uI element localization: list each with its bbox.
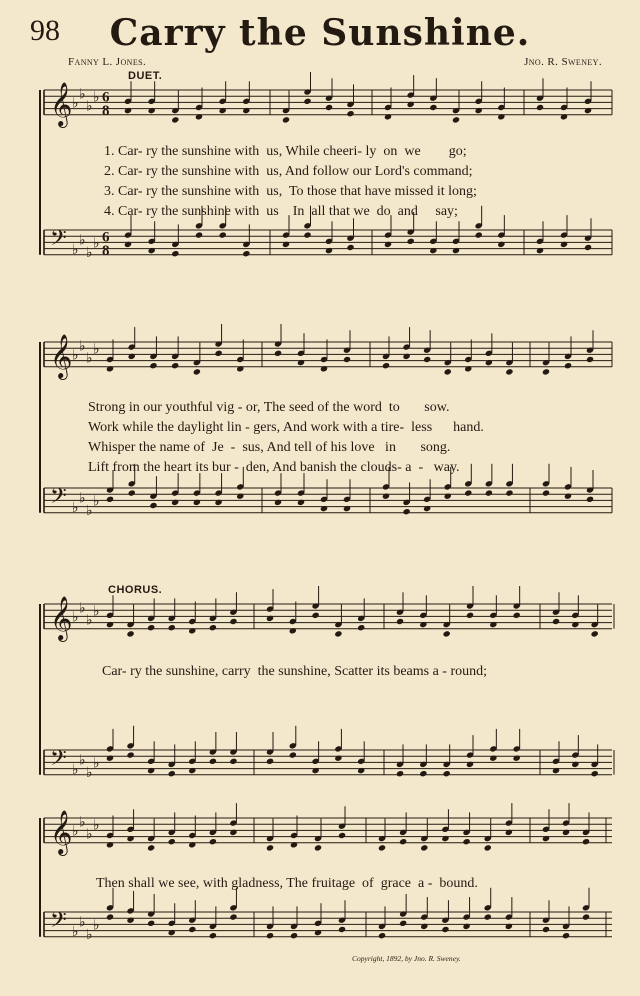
note-head bbox=[475, 231, 483, 238]
note-head bbox=[485, 489, 493, 496]
note-head bbox=[591, 770, 599, 777]
note-head bbox=[229, 829, 237, 836]
note-head bbox=[106, 496, 114, 503]
note-head bbox=[325, 104, 333, 111]
flat-sign-icon: ♭ bbox=[72, 347, 79, 364]
note-head bbox=[303, 98, 311, 105]
note-head bbox=[229, 758, 237, 765]
note-head bbox=[229, 913, 237, 920]
note-head bbox=[443, 770, 451, 777]
flat-sign-icon: ♭ bbox=[86, 826, 93, 843]
note-head bbox=[586, 356, 594, 363]
note-head bbox=[513, 612, 521, 619]
bass-clef-icon: 𝄢 bbox=[50, 907, 67, 938]
note-head bbox=[564, 362, 572, 369]
chorus-label: CHORUS. bbox=[108, 584, 163, 596]
verse-lyric-line: 2. Car- ry the sunshine with us, And follow our Lord's command; bbox=[104, 164, 473, 179]
flat-sign-icon: ♭ bbox=[72, 95, 79, 112]
note-head bbox=[382, 493, 390, 500]
note-head bbox=[396, 770, 404, 777]
verse-lyric-line: 3. Car- ry the sunshine with us, To those that have missed it long; bbox=[104, 184, 477, 199]
note-head bbox=[402, 508, 410, 515]
note-head bbox=[312, 767, 320, 774]
note-head bbox=[542, 489, 550, 496]
flat-sign-icon: ♭ bbox=[79, 600, 86, 617]
note-head bbox=[266, 844, 274, 851]
note-head bbox=[290, 841, 298, 848]
note-head bbox=[542, 368, 550, 375]
note-head bbox=[407, 238, 415, 245]
note-head bbox=[171, 499, 179, 506]
note-head bbox=[382, 362, 390, 369]
note-head bbox=[399, 920, 407, 927]
note-head bbox=[168, 929, 176, 936]
note-head bbox=[452, 247, 460, 254]
note-head bbox=[242, 250, 250, 257]
note-head bbox=[297, 499, 305, 506]
note-head bbox=[357, 767, 365, 774]
note-head bbox=[236, 365, 244, 372]
note-head bbox=[209, 758, 217, 765]
note-head bbox=[399, 838, 407, 845]
note-head bbox=[193, 368, 201, 375]
flat-sign-icon: ♭ bbox=[93, 341, 100, 358]
flat-sign-icon: ♭ bbox=[72, 609, 79, 626]
flat-sign-icon: ♭ bbox=[93, 493, 100, 510]
note-head bbox=[584, 107, 592, 114]
flat-sign-icon: ♭ bbox=[93, 817, 100, 834]
note-head bbox=[584, 244, 592, 251]
note-head bbox=[489, 621, 497, 628]
note-head bbox=[314, 844, 322, 851]
page-title: Carry the Sunshine. bbox=[109, 12, 531, 54]
verse-lyric-line: 1. Car- ry the sunshine with us, While cheeri- ly on we go; bbox=[104, 144, 467, 159]
note-head bbox=[338, 926, 346, 933]
flat-sign-icon: ♭ bbox=[93, 755, 100, 772]
flat-sign-icon: ♭ bbox=[79, 490, 86, 507]
flat-sign-icon: ♭ bbox=[72, 241, 79, 258]
note-head bbox=[209, 838, 217, 845]
note-head bbox=[106, 841, 114, 848]
verse-lyric-line: Work while the daylight lin - gers, And work with a tire- less hand. bbox=[88, 420, 484, 435]
note-head bbox=[571, 761, 579, 768]
flat-sign-icon: ♭ bbox=[86, 764, 93, 781]
treble-clef-icon: 𝄞 bbox=[50, 595, 73, 640]
flat-sign-icon: ♭ bbox=[86, 244, 93, 261]
note-head bbox=[464, 365, 472, 372]
note-head bbox=[106, 621, 114, 628]
note-head bbox=[149, 362, 157, 369]
note-head bbox=[564, 493, 572, 500]
note-head bbox=[274, 350, 282, 357]
note-head bbox=[314, 929, 322, 936]
note-head bbox=[571, 621, 579, 628]
note-head bbox=[289, 751, 297, 758]
flat-sign-icon: ♭ bbox=[86, 350, 93, 367]
note-head bbox=[303, 231, 311, 238]
note-head bbox=[505, 923, 513, 930]
note-head bbox=[420, 844, 428, 851]
flat-sign-icon: ♭ bbox=[79, 232, 86, 249]
note-head bbox=[195, 231, 203, 238]
note-head bbox=[552, 767, 560, 774]
note-head bbox=[443, 630, 451, 637]
note-head bbox=[219, 107, 227, 114]
note-head bbox=[297, 359, 305, 366]
note-head bbox=[148, 107, 156, 114]
note-head bbox=[444, 368, 452, 375]
note-head bbox=[536, 247, 544, 254]
note-head bbox=[402, 353, 410, 360]
note-head bbox=[462, 923, 470, 930]
note-head bbox=[149, 502, 157, 509]
note-head bbox=[542, 835, 550, 842]
note-head bbox=[407, 101, 415, 108]
note-head bbox=[343, 356, 351, 363]
note-head bbox=[168, 838, 176, 845]
verse-lyric-line: Lift from the heart its bur - den, And banish the clouds- a - way. bbox=[88, 460, 460, 475]
note-head bbox=[464, 489, 472, 496]
flat-sign-icon: ♭ bbox=[79, 86, 86, 103]
note-head bbox=[171, 250, 179, 257]
note-head bbox=[475, 107, 483, 114]
duet-label: DUET. bbox=[128, 70, 163, 82]
note-head bbox=[193, 499, 201, 506]
note-head bbox=[484, 913, 492, 920]
note-head bbox=[195, 113, 203, 120]
note-head bbox=[582, 913, 590, 920]
note-head bbox=[552, 618, 560, 625]
note-head bbox=[312, 612, 320, 619]
verse-lyric-line: Whisper the name of Je - sus, And tell of his love in song. bbox=[88, 440, 451, 455]
flat-sign-icon: ♭ bbox=[93, 89, 100, 106]
note-head bbox=[148, 247, 156, 254]
note-head bbox=[384, 113, 392, 120]
note-head bbox=[582, 838, 590, 845]
note-head bbox=[419, 621, 427, 628]
note-head bbox=[282, 116, 290, 123]
note-head bbox=[266, 932, 274, 939]
flat-sign-icon: ♭ bbox=[86, 612, 93, 629]
note-head bbox=[242, 107, 250, 114]
note-head bbox=[147, 767, 155, 774]
note-head bbox=[591, 630, 599, 637]
note-head bbox=[126, 835, 134, 842]
note-head bbox=[462, 838, 470, 845]
note-head bbox=[505, 829, 513, 836]
time-signature: 6 bbox=[102, 89, 110, 106]
note-head bbox=[423, 356, 431, 363]
note-head bbox=[429, 247, 437, 254]
note-head bbox=[320, 505, 328, 512]
note-head bbox=[444, 493, 452, 500]
note-head bbox=[378, 844, 386, 851]
flat-sign-icon: ♭ bbox=[72, 761, 79, 778]
note-head bbox=[357, 624, 365, 631]
composer-credit: Jno. R. Sweney. bbox=[524, 56, 602, 68]
note-head bbox=[168, 624, 176, 631]
note-head bbox=[188, 627, 196, 634]
note-head bbox=[106, 913, 114, 920]
note-head bbox=[219, 231, 227, 238]
note-head bbox=[497, 113, 505, 120]
note-head bbox=[229, 618, 237, 625]
flat-sign-icon: ♭ bbox=[93, 917, 100, 934]
note-head bbox=[384, 241, 392, 248]
note-head bbox=[536, 104, 544, 111]
note-head bbox=[274, 499, 282, 506]
note-head bbox=[168, 770, 176, 777]
time-signature: 8 bbox=[102, 242, 110, 259]
flat-sign-icon: ♭ bbox=[79, 338, 86, 355]
flat-sign-icon: ♭ bbox=[72, 823, 79, 840]
note-head bbox=[419, 770, 427, 777]
page-number: 98 bbox=[30, 14, 60, 47]
note-head bbox=[282, 241, 290, 248]
note-head bbox=[171, 116, 179, 123]
note-head bbox=[346, 244, 354, 251]
note-head bbox=[320, 365, 328, 372]
note-head bbox=[147, 920, 155, 927]
note-head bbox=[396, 618, 404, 625]
bass-clef-icon: 𝄢 bbox=[50, 483, 67, 514]
note-head bbox=[171, 362, 179, 369]
note-head bbox=[188, 926, 196, 933]
note-head bbox=[542, 926, 550, 933]
note-head bbox=[290, 932, 298, 939]
flat-sign-icon: ♭ bbox=[93, 603, 100, 620]
note-head bbox=[505, 368, 513, 375]
note-head bbox=[106, 755, 114, 762]
flat-sign-icon: ♭ bbox=[86, 98, 93, 115]
note-head bbox=[128, 353, 136, 360]
flat-sign-icon: ♭ bbox=[86, 926, 93, 943]
note-head bbox=[126, 917, 134, 924]
note-head bbox=[338, 832, 346, 839]
note-head bbox=[466, 761, 474, 768]
bass-clef-icon: 𝄢 bbox=[50, 745, 67, 776]
treble-clef-icon: 𝄞 bbox=[50, 333, 73, 378]
verse-lyric-line: Strong in our youthful vig - or, The seed of the word to sow. bbox=[88, 400, 450, 415]
note-head bbox=[560, 241, 568, 248]
note-head bbox=[209, 932, 217, 939]
note-head bbox=[236, 493, 244, 500]
note-head bbox=[562, 829, 570, 836]
flat-sign-icon: ♭ bbox=[79, 752, 86, 769]
note-head bbox=[128, 489, 136, 496]
note-head bbox=[147, 624, 155, 631]
flat-sign-icon: ♭ bbox=[79, 814, 86, 831]
note-head bbox=[266, 615, 274, 622]
note-head bbox=[124, 107, 132, 114]
note-head bbox=[214, 350, 222, 357]
bass-clef-icon: 𝄢 bbox=[50, 225, 67, 256]
flat-sign-icon: ♭ bbox=[86, 502, 93, 519]
time-signature: 8 bbox=[102, 102, 110, 119]
chorus-lyric-line: Then shall we see, with gladness, The fruitage of grace a - bound. bbox=[96, 876, 478, 891]
note-head bbox=[126, 751, 134, 758]
chorus-lyric-line: Car- ry the sunshine, carry the sunshine, Scatter its beams a - round; bbox=[102, 664, 488, 679]
note-head bbox=[346, 110, 354, 117]
note-head bbox=[334, 755, 342, 762]
note-head bbox=[325, 247, 333, 254]
treble-clef-icon: 𝄞 bbox=[50, 81, 73, 126]
flat-sign-icon: ♭ bbox=[72, 499, 79, 516]
treble-clef-icon: 𝄞 bbox=[50, 809, 73, 854]
note-head bbox=[560, 113, 568, 120]
note-head bbox=[466, 612, 474, 619]
verse-lyric-line: 4. Car- ry the sunshine with us In all that we do and say; bbox=[104, 204, 458, 219]
author-credit: Fanny L. Jones. bbox=[68, 56, 147, 68]
note-head bbox=[334, 630, 342, 637]
flat-sign-icon: ♭ bbox=[72, 923, 79, 940]
note-head bbox=[484, 844, 492, 851]
note-head bbox=[214, 499, 222, 506]
note-head bbox=[423, 505, 431, 512]
note-head bbox=[289, 627, 297, 634]
note-head bbox=[126, 630, 134, 637]
note-head bbox=[378, 932, 386, 939]
note-head bbox=[485, 359, 493, 366]
note-head bbox=[420, 923, 428, 930]
note-head bbox=[209, 624, 217, 631]
note-head bbox=[505, 489, 513, 496]
note-head bbox=[586, 496, 594, 503]
note-head bbox=[452, 116, 460, 123]
note-head bbox=[562, 932, 570, 939]
note-head bbox=[429, 104, 437, 111]
note-head bbox=[188, 767, 196, 774]
note-head bbox=[497, 241, 505, 248]
note-head bbox=[188, 841, 196, 848]
copyright-notice: Copyright, 1892, by Jno. R. Sweney. bbox=[352, 954, 461, 963]
time-signature: 6 bbox=[102, 229, 110, 246]
flat-sign-icon: ♭ bbox=[93, 235, 100, 252]
flat-sign-icon: ♭ bbox=[79, 914, 86, 931]
note-head bbox=[266, 758, 274, 765]
note-head bbox=[124, 241, 132, 248]
note-head bbox=[147, 844, 155, 851]
note-head bbox=[489, 755, 497, 762]
note-head bbox=[441, 926, 449, 933]
note-head bbox=[106, 365, 114, 372]
note-head bbox=[343, 505, 351, 512]
note-head bbox=[513, 755, 521, 762]
note-head bbox=[441, 835, 449, 842]
